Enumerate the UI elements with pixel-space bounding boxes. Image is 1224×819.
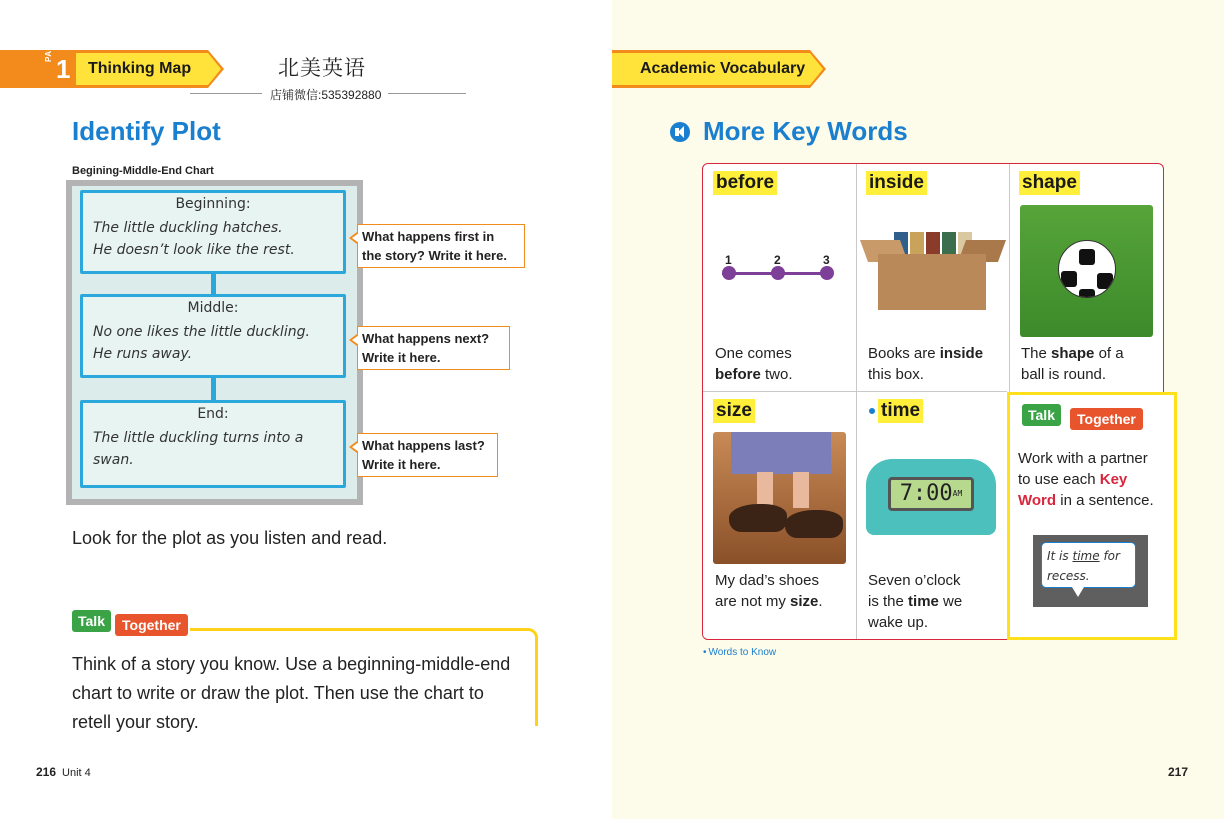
talk-badge: Talk [72,610,111,632]
callout-line: Write it here. [362,457,441,472]
box-of-books-image [864,218,1002,318]
chart-box-beginning [80,190,346,274]
timeline-dot [722,266,736,280]
together-badge: Together [1070,408,1143,430]
clock-screen [888,477,974,511]
ball-patch [1079,249,1095,265]
chart-box-end [80,400,346,488]
unit-label: Unit 4 [62,767,91,779]
leg-shape [757,472,773,508]
shoes-image [713,432,846,564]
caption-shape [1021,343,1124,385]
chart-connector [211,274,216,296]
callout-first [357,224,525,268]
caption-line: this box. [868,366,924,383]
watermark-title: 北美英语 [278,57,366,80]
chart-caption: Begining-Middle-End Chart [72,165,214,177]
tt-line: Work with a partner [1018,450,1148,467]
page-title: Identify Plot [72,116,221,146]
caption-bold: size [790,593,819,610]
caption-post: two. [765,366,793,383]
caption-line [715,591,823,612]
bubble-post: for [1103,549,1120,563]
words-to-know-dot-icon [869,408,875,414]
tt-line [1018,490,1170,511]
caption-bold: time [908,593,939,610]
bubble-line: recess. [1047,569,1090,583]
caption-post: . [818,593,823,610]
page-footer [36,765,91,779]
caption-line: Seven o’clock [868,572,961,589]
ball-patch [1079,289,1095,298]
page-number: 217 [1168,765,1189,779]
caption-time [868,570,962,633]
caption-bold: inside [939,345,984,362]
word-before: before [713,171,777,195]
soccer-ball-image [1058,240,1116,298]
watermark-line-right [388,93,466,94]
chart-box-heading: Beginning: [175,196,251,212]
caption-pre: Books are [868,345,936,362]
callout-line: Write it here. [362,350,441,365]
chart-box-text [83,212,343,261]
pants-shape [731,432,831,474]
talk-badge: Talk [1022,404,1061,426]
caption-line: ball is round. [1021,366,1107,383]
chart-box-line: No one likes the little duckling. [93,324,310,340]
chart-connector [211,378,216,402]
word-size: size [713,399,755,423]
tt-pre: to use each [1018,471,1096,488]
key-word-highlight: Key [1099,471,1128,488]
chart-box-text [83,422,343,471]
leg-shape [793,472,809,508]
caption-line [715,364,793,385]
callout-line: What happens first in [362,229,495,244]
chart-box-text [83,316,343,365]
tt-line [1018,469,1170,490]
chart-box-line: The little duckling turns into a swan. [93,430,304,468]
caption-line [868,343,983,364]
word-shape: shape [1019,171,1080,195]
chart-box-line: He runs away. [93,346,193,362]
page-title: More Key Words [703,116,908,146]
timeline-dot [820,266,834,280]
chart-box-heading: Middle: [187,300,239,316]
caption-inside [868,343,983,385]
callout-last [357,433,498,477]
caption-bold: shape [1051,345,1095,362]
speaker-icon[interactable] [670,122,690,142]
ball-patch [1061,271,1077,287]
academic-vocabulary-banner: Academic Vocabulary [612,50,810,88]
caption-mid: is the [868,593,904,610]
caption-mid: are not my [715,593,786,610]
timeline-label: 3 [823,253,830,267]
callout-line: What happens last? [362,438,485,453]
caption-line: One comes [715,345,792,362]
box-body [878,254,986,310]
shoe-shape [729,504,787,532]
watermark-line-left [190,93,262,94]
speech-bubble [1041,542,1136,588]
alarm-clock-image [866,455,996,535]
part-label: PART [44,38,53,62]
caption-line [868,591,962,612]
timeline-label: 2 [774,253,781,267]
callout-next [357,326,510,370]
bubble-word: time [1072,549,1100,563]
chart-box-line: The little duckling hatches. [93,220,283,236]
word-time: time [878,399,923,423]
banner-arrow-fill [208,53,221,85]
timeline-dot [771,266,785,280]
caption-line: My dad’s shoes [715,572,819,589]
words-to-know-note: • Words to Know [703,647,777,658]
talk-together-text [1018,448,1170,511]
watermark-subtitle: 店铺微信:535392880 [270,88,382,102]
banner-arrow-fill [810,53,823,85]
bubble-line [1047,546,1130,566]
caption-bold: before [715,366,761,383]
talk-together-text: Think of a story you know. Use a beginning-middle-end chart to write or draw the plot. Then use the chart to retell your story. [72,654,511,732]
shoe-shape [785,510,843,538]
instruction-text: Look for the plot as you listen and read. [72,528,388,548]
part-number: 1 [56,54,71,84]
ball-patch [1097,273,1113,289]
timeline-label: 1 [725,253,732,267]
thinking-map-banner: Thinking Map [76,50,208,88]
clock-ampm: AM [952,489,963,498]
caption-line: wake up. [868,614,929,631]
caption-mid2: we [943,593,963,610]
caption-size [715,570,823,612]
clock-time: 7:00 [899,481,953,506]
tt-post: in a sentence. [1060,492,1154,509]
callout-line: What happens next? [362,331,490,346]
key-word-highlight: Word [1018,492,1057,509]
caption-mid: of a [1098,345,1124,362]
caption-before [715,343,793,385]
word-inside: inside [866,171,927,195]
bubble-pre: It is [1047,549,1069,563]
callout-line: the story? Write it here. [362,248,507,263]
chart-box-heading: End: [197,406,229,422]
chart-box-middle [80,294,346,378]
together-badge: Together [115,614,188,636]
words-to-know-label: Words to Know [708,647,777,658]
caption-line [1021,343,1124,364]
caption-pre: The [1021,345,1047,362]
chart-box-line: He doesn’t look like the rest. [93,242,295,258]
page-number: 216 [36,765,57,779]
